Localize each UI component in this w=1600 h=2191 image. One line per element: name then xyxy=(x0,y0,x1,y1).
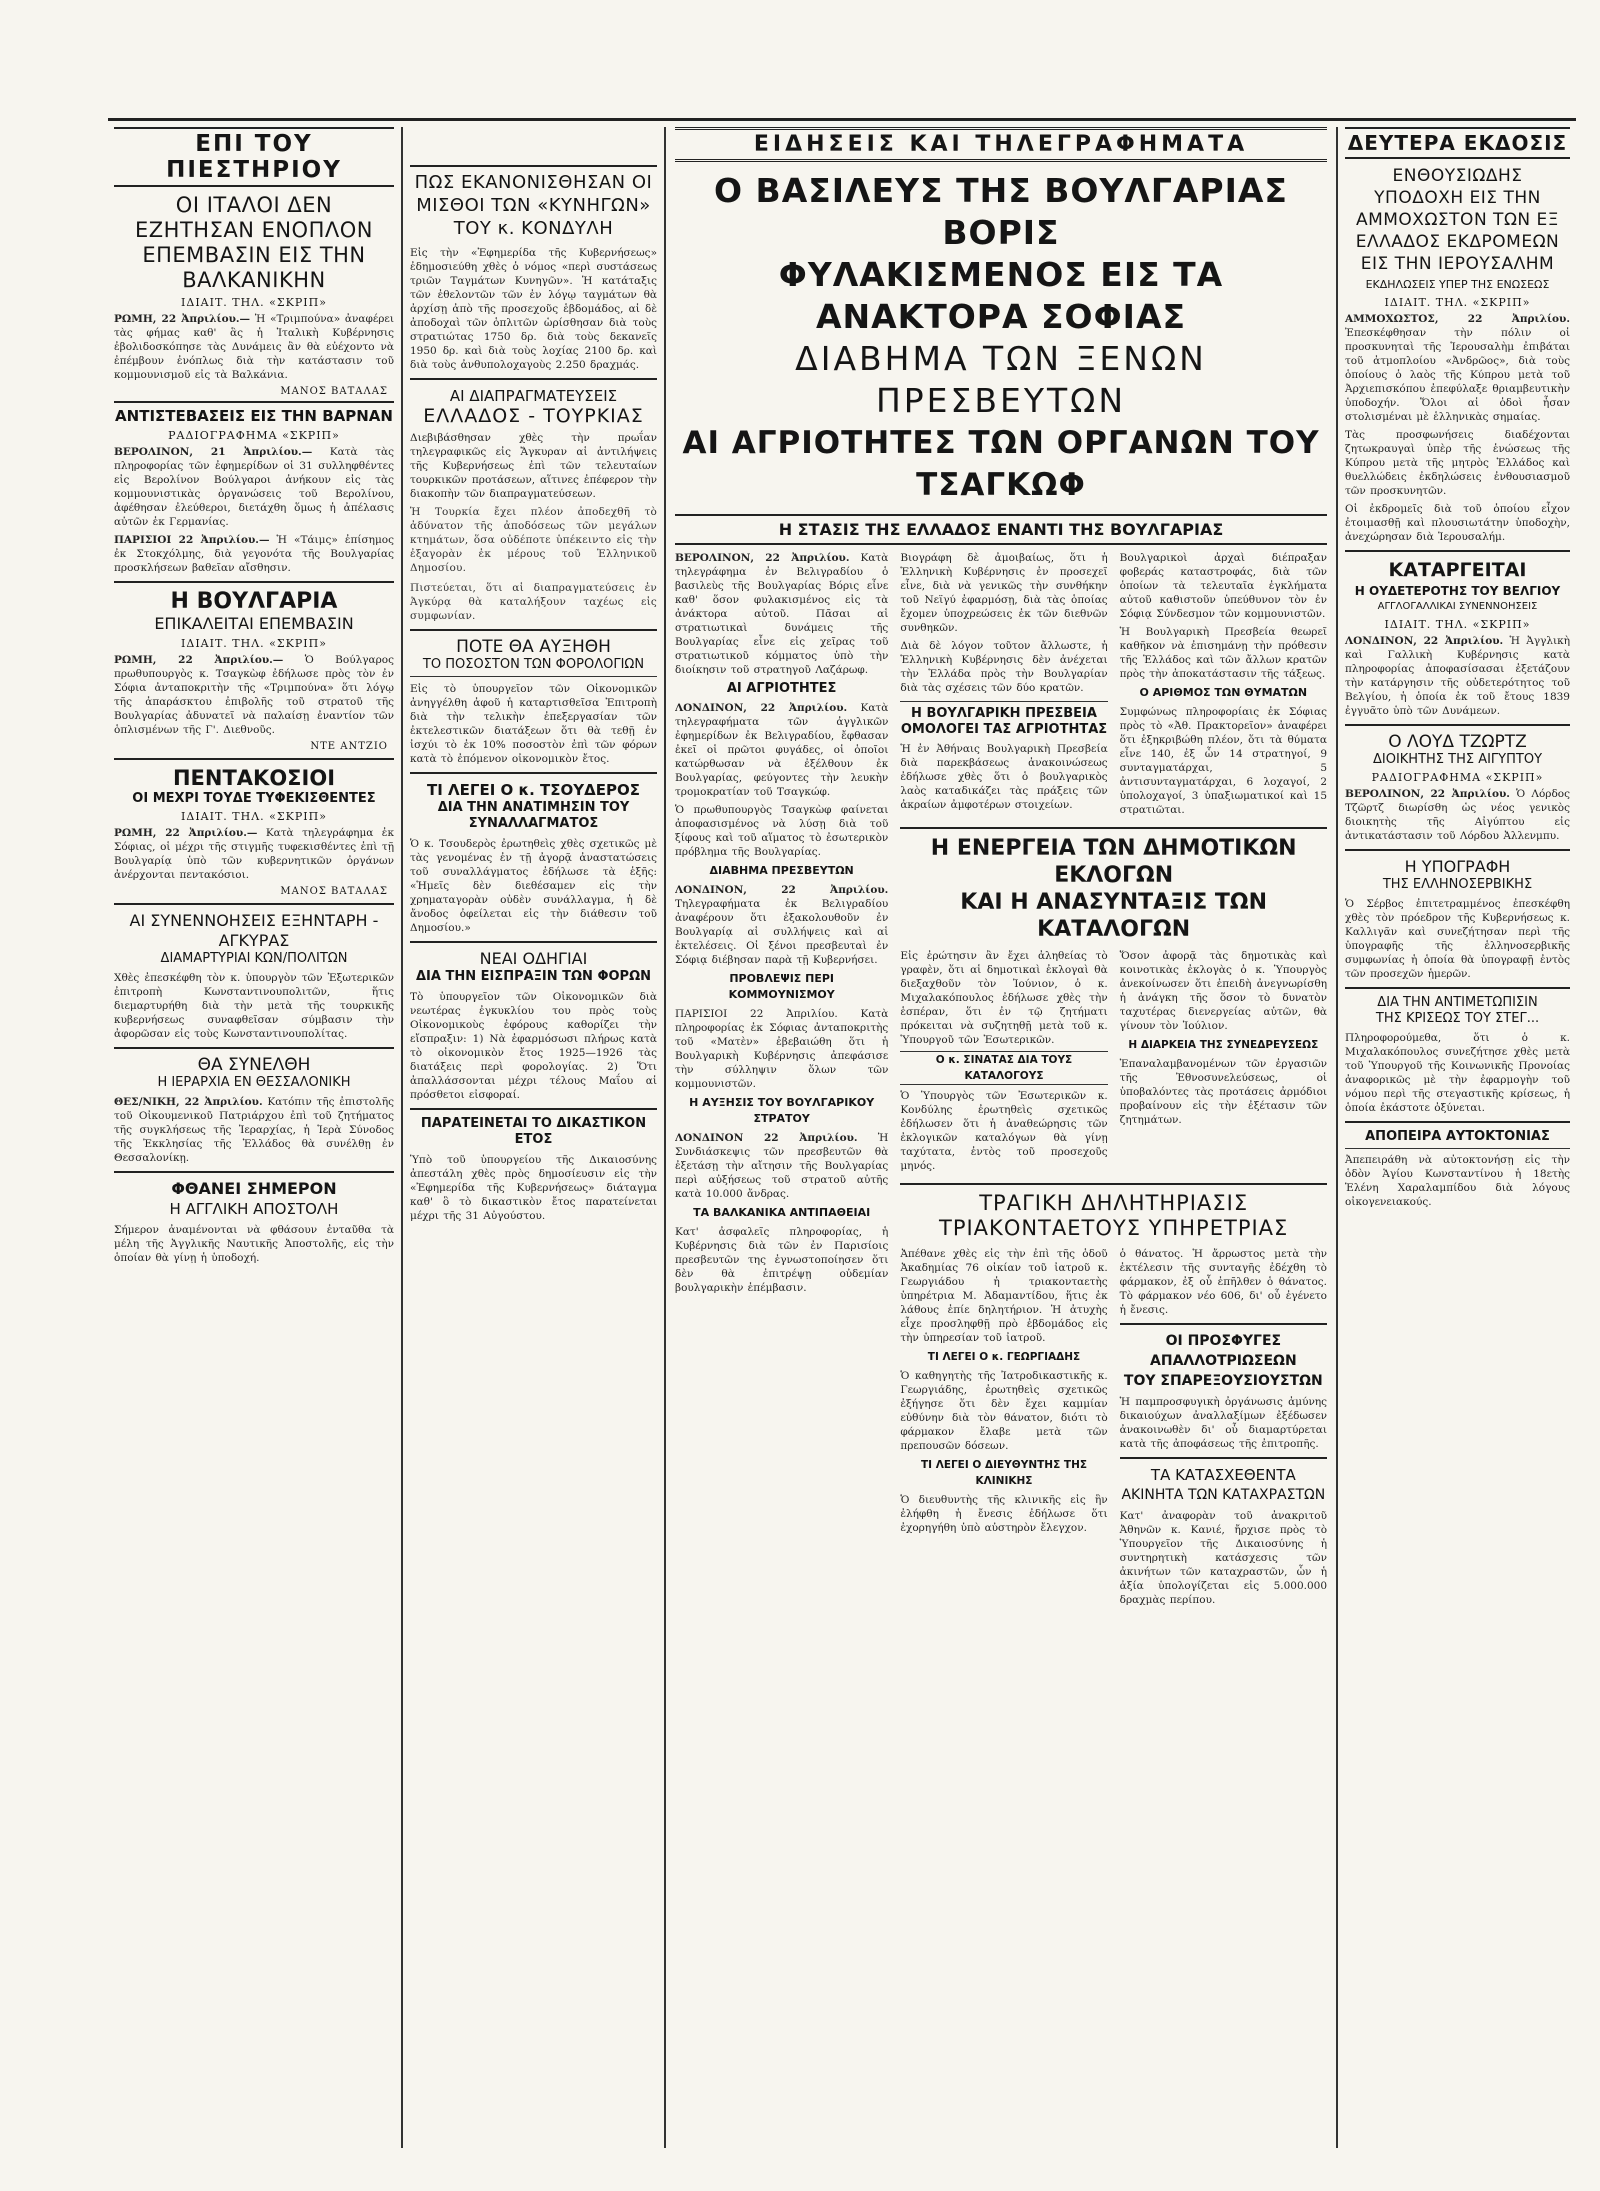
divider xyxy=(1345,724,1570,726)
article-body: Οἱ ἐκδρομεῖς διὰ τοῦ ὁποίου εἶχον ἐτοιμασθῇ καὶ πλουσιωτάτην ὑποδοχὴν, ἀνεχώρησαν διὰ Ἱερουσαλήμ. xyxy=(1345,503,1570,543)
article-body: Συμφώνως πληροφορίαις ἐκ Σόφιας πρὸς τὸ «Ἀθ. Πρακτορεῖον» ἀναφέρει ὅτι ἐξηκριβώθη πλέον, ὅτι τὰ θύματα εἶνε 140, ἐξ ὧν 14 στρατηγοί, 9 συνταγματάρχαι, 5 ἀντισυνταγματάρχαι, 6 λοχαγοί, 2 ὑπολοχαγοί, 3 ὑπαξιωματικοί καὶ 15 στρατιῶται. xyxy=(1119,706,1327,816)
article-columns xyxy=(900,1247,1327,1611)
article-column xyxy=(900,1247,1107,1611)
headline: Η ΥΠΟΓΡΑΦΗ xyxy=(1404,857,1511,876)
body-text: Τηλεγραφήματα ἐκ Βελιγραδίου ἀναφέρουν ὅτι ἐξακολουθοῦν ἐν Βουλγαρίᾳ αἱ συλλήψεις καὶ αἱ ἐκτελέσεις. Οἱ ξένοι πρεσβευταὶ ἐν Σόφιᾳ διέβησαν παρὰ τῇ Κυβερνήσει. xyxy=(675,898,889,966)
article xyxy=(114,911,394,1041)
article xyxy=(1345,165,1570,544)
headline: ΟΙ ΠΡΟΣΦΥΓΕΣ ΑΠΑΛΛΟΤΡΙΩΣΕΩΝ xyxy=(1150,1333,1297,1369)
article xyxy=(1345,1129,1570,1209)
article-body: Ὁ καθηγητὴς τῆς Ἰατροδικαστικῆς κ. Γεωργιάδης, ἐρωτηθεὶς σχετικῶς ἐξήγησε ὅτι δὲν ἔχει καμμίαν εὐθύνην διὰ τὸν θάνατον, διότι τὸ φάρμακον ἔλαβε μετὰ τῶν πρεπουσῶν δόσεων. xyxy=(900,1370,1108,1452)
lead: ΒΕΡΟΛΙΝΟΝ, 21 Ἀπριλίου.— xyxy=(114,446,313,458)
main-headline: Ο ΒΑΣΙΛΕΥΣ ΤΗΣ ΒΟΥΛΓΑΡΙΑΣ ΒΟΡΙΣ xyxy=(714,171,1288,252)
subheadline: ΟΜΟΛΟΓΕΙ ΤΑΣ ΑΓΡΙΟΤΗΤΑΣ xyxy=(900,722,1108,737)
article-body: Ἐπαναλαμβανομένων τῶν ἐργασιῶν τῆς Ἐθνοσυνελεύσεως, οἱ ὑποβαλόντες τὰς προτάσεις ἀρμόδιοι προβαίνουν εἰς τὴν ἐξέτασιν τῶν ζητημάτων. xyxy=(1119,1058,1327,1126)
article-body: Τὸ ὑπουργεῖον τῶν Οἰκονομικῶν διὰ νεωτέρας ἐγκυκλίου του πρὸς τοὺς Οἰκονομικοὺς ἐφόρους καθορίζει τὴν εἴσπραξιν: 1) Νὰ ἐφαρμόσωσι πλήρως κατὰ τὸ οἰκονομικὸν ἔτος 1925—1926 τὰς διατάξεις περὶ φορολογίας. 2) Ὅτι ἀπαλλάσσονται μέχρι τέλους Μαΐου αἱ πρόσθετοι εἰσφοραί. xyxy=(410,991,657,1101)
main-right-block xyxy=(900,551,1327,1611)
body-text: Κατὰ τηλεγραφήματα τῶν ἀγγλικῶν ἐφημερίδων ἐκ Βελιγραδίου, ἔφθασαν ἐκεῖ οἱ πρῶτοι φυγάδες, οἱ ὁποῖοι κατώρθωσαν νὰ ἐξέλθουν ἐκ Βουλγαρίας, φεύγοντες τὴν λευκὴν τρομοκρατίαν τοῦ Τσαγκώφ. xyxy=(675,702,889,798)
subheadline: Η ΑΓΓΛΙΚΗ ΑΠΟΣΤΟΛΗ xyxy=(169,1200,339,1218)
headline: ΑΝΤΙΣΤΕΒΑΣΕΙΣ ΕΙΣ ΤΗΝ ΒΑΡΝΑΝ xyxy=(114,401,394,426)
main-column xyxy=(1120,551,1327,821)
lead: ΒΕΡΟΛΙΝΟΝ, 22 Ἀπριλίου. xyxy=(1345,788,1510,800)
article xyxy=(114,589,394,752)
article-body xyxy=(114,653,394,737)
article-body xyxy=(675,551,888,677)
article-column xyxy=(900,949,1107,1177)
lead: ΘΕΣ/ΝΙΚΗ, 22 Ἀπριλίου. xyxy=(114,1096,263,1108)
main-column xyxy=(675,551,888,1611)
divider xyxy=(900,1183,1327,1185)
divider xyxy=(1345,1121,1570,1123)
lead: ΛΟΝΔΙΝΟΝ 22 Ἀπριλίου. xyxy=(675,1132,858,1144)
column-2 xyxy=(404,127,663,2148)
main-columns xyxy=(675,551,1327,1611)
article xyxy=(410,165,657,372)
headline: ΘΑ ΣΥΝΕΛΘΗ xyxy=(197,1055,311,1075)
article-body: Ἡ Βουλγαρικὴ Πρεσβεία θεωρεῖ καθῆκον νὰ ἐπισημάνῃ τὴν πρόθεσιν τῆς Ἑλλάδος καὶ τῶν ἄλλων κρατῶν πρὸς τὴν ἀποκατάστασιν τῆς τάξεως. xyxy=(1119,626,1327,680)
main-column xyxy=(900,551,1107,821)
subheadline: ΑΙ ΑΓΡΙΟΤΗΤΕΣ xyxy=(726,681,837,696)
banner-title: ΕΠΙ ΤΟΥ ΠΙΕΣΤΗΡΙΟΥ xyxy=(114,127,394,187)
divider xyxy=(1345,987,1570,989)
subheadline: ΤΑ ΒΑΛΚΑΝΙΚΑ ΑΝΤΙΠΑΘΕΙΑΙ xyxy=(693,1206,871,1219)
dateline: ΙΔΙΑΙΤ. ΤΗΛ. «ΣΚΡΙΠ» xyxy=(181,296,327,309)
article-body: ΠΑΡΙΣΙΟΙ 22 Ἀπριλίου. Κατὰ πληροφορίας ἐκ Σόφιας ἀνταποκριτὴς τοῦ «Ματὲν» ἐβεβαιώθη ὅτι ἡ Βουλγαρικὴ Κυβέρνησις ἀπεφάσισε τὴν σύλληψιν ὅλων τῶν κομμουνιστῶν. xyxy=(675,1008,889,1090)
subheadline: Η ΑΥΞΗΣΙΣ ΤΟΥ ΒΟΥΛΓΑΡΙΚΟΥ ΣΤΡΑΤΟΥ xyxy=(689,1096,875,1125)
subheadline: ΤΙ ΛΕΓΕΙ Ο ΔΙΕΥΘΥΝΤΗΣ ΤΗΣ ΚΛΙΝΙΚΗΣ xyxy=(920,1459,1088,1487)
article xyxy=(1345,558,1570,718)
body-text: Ὁ Λόρδος Τζῶρτζ διωρίσθη ὡς νέος γενικὸς διοικητὴς τῆς Αἰγύπτου εἰς ἀντικατάστασιν τοῦ Λόρδου Ἀλλενμπυ. xyxy=(1345,788,1570,842)
main-headline: ΑΙ ΑΓΡΙΟΤΗΤΕΣ ΤΩΝ ΟΡΓΑΝΩΝ ΤΟΥ ΤΣΑΓΚΩΦ xyxy=(682,425,1320,503)
article xyxy=(114,193,394,397)
article-body xyxy=(675,883,888,967)
headline: ΝΕΑΙ ΟΔΗΓΙΑΙ xyxy=(479,949,588,968)
body-text: Ἡ «Τριμπούνα» ἀναφέρει τὰς φήμας καθ' ἃς ἡ Ἰταλικὴ Κυβέρνησις ἐβολιδοσκόπησε τὰς Δυνάμεις ἂν θὰ εὐέχοντο νὰ ἐπέμβουν ἐνόπλως διὰ τὴν κατάστασιν τοῦ κομμουνισμοῦ εἰς τὰ Βαλκάνια. xyxy=(114,313,394,381)
body-text: Κατὰ τηλεγράφημα ἐν Βελιγραδίου ὁ βασιλεὺς τῆς Βουλγαρίας Βόρις εἶνε καθ' ὅσον φυλακισμένος εἰς τὰ ἀνάκτορα αὐτοῦ. Πᾶσαι αἱ στρατιωτικαὶ δυνάμεις τῆς Βουλγαρίας εἶνε εἰς χεῖρας τοῦ στρατιωτικοῦ κόμματος ὑπὸ τὴν διοίκησιν τοῦ στρατηγοῦ Λαζάρωφ. xyxy=(675,552,889,676)
article-body: Διεβιβάσθησαν χθὲς τὴν πρωΐαν τηλεγραφικῶς εἰς Ἄγκυραν αἱ ἀντιλήψεις τῆς Κυβερνήσεως ἐπὶ τῶν τελευταίων τουρκικῶν προτάσεων, αἵτινες ἐπέφερον τὴν διακοπὴν τῶν διαπραγματεύσεων. xyxy=(410,432,657,500)
headline: ΔΙΑ ΤΗΝ ΑΝΤΙΜΕΤΩΠΙΣΙΝ xyxy=(1377,995,1538,1010)
article-body: Ὁ Ὑπουργὸς τῶν Ἐσωτερικῶν κ. Κονδύλης ἐρωτηθεὶς σχετικῶς ἐδήλωσεν ὅτι ἡ ἀναθεώρησις τῶν ἐκλογικῶν καταλόγων θὰ γίνῃ ταχύτατα, ἐντὸς τοῦ προσεχοῦς μηνός. xyxy=(900,1090,1108,1172)
main-section xyxy=(667,127,1335,2148)
article xyxy=(410,949,657,1102)
lead: ΑΜΜΟΧΩΣΤΟΣ, 22 Ἀπριλίου. xyxy=(1345,313,1570,325)
headline: ΑΙ ΔΙΑΠΡΑΓΜΑΤΕΥΣΕΙΣ xyxy=(449,387,618,405)
article-body xyxy=(114,312,394,382)
signature: ΜΑΝΟΣ ΒΑΤΑΛΑΣ xyxy=(280,886,388,897)
subheadline: Η ΔΙΑΡΚΕΙΑ ΤΗΣ ΣΥΝΕΔΡΕΥΣΕΩΣ xyxy=(1128,1039,1319,1051)
headline: ΤΑ ΚΑΤΑΣΧΕΘΕΝΤΑ xyxy=(1150,1466,1296,1484)
article-body: Σήμερον ἀναμένονται νὰ φθάσουν ἐνταῦθα τὰ μέλη τῆς Ἀγγλικῆς Ναυτικῆς Ἀποστολῆς, εἰς τὴν ὁποίαν θὰ γίνῃ ἡ ὑποδοχή. xyxy=(114,1224,394,1264)
article-body xyxy=(1345,787,1570,843)
headline: ΦΘΑΝΕΙ ΣΗΜΕΡΟΝ xyxy=(171,1179,337,1198)
article-body: Βιογράφη δὲ ἀμοιβαίως, ὅτι ἡ Ἑλληνικὴ Κυβέρνησις ἐν προσεχεῖ εἶνε, διὰ νὰ γενικῶς τὴν συνθήκην τοῦ Νεϊγύ ἐφαρμόσῃ, διὰ τὰς ὁποίας ἔχομεν ὑποχρεώσεις ἐκ τῶν διεθνῶν συνθηκῶν. xyxy=(900,552,1108,634)
main-headline: ΦΥΛΑΚΙΣΜΕΝΟΣ ΕΙΣ ΤΑ ΑΝΑΚΤΟΡΑ ΣΟΦΙΑΣ xyxy=(778,255,1224,336)
article-body xyxy=(675,1131,888,1201)
divider xyxy=(114,1171,394,1173)
article-body: Ὑπὸ τοῦ ὑπουργείου τῆς Δικαιοσύνης ἀπεστάλη χθὲς πρὸς δημοσίευσιν εἰς τὴν «Ἐφημερίδα τῆς Κυβερνήσεως» διάταγμα καθ' ὃ τὸ δικαστικὸν ἔτος παρατείνεται μέχρι τῆς 31 Αὐγούστου. xyxy=(410,1154,657,1222)
subheadline: ΑΓΓΛΟΓΑΛΛΙΚΑΙ ΣΥΝΕΝΝΟΗΣΕΙΣ xyxy=(1377,601,1538,612)
article xyxy=(1345,732,1570,843)
subheadline: ΔΙΑ ΤΗΝ ΕΙΣΠΡΑΞΙΝ ΤΩΝ ΦΟΡΩΝ xyxy=(415,969,652,984)
body-text: Κατὰ τηλεγράφημα ἐκ Σόφιας, οἱ μέχρι τῆς στιγμῆς τυφεκισθέντες ἐπὶ τῇ Βουλγαρίᾳ ὑπὸ τῶν κυβερνητικῶν ὀργάνων ἀνέρχονται πεντακόσιοι. xyxy=(114,827,395,881)
headline: Η ΒΟΥΛΓΑΡΙΑ xyxy=(170,589,338,614)
headline: ΤΡΙΑΚΟΝΤΑΕΤΟΥΣ ΥΠΗΡΕΤΡΙΑΣ xyxy=(939,1216,1289,1240)
subheadline: ΟΙ ΜΕΧΡΙ ΤΟΥΔΕ ΤΥΦΕΚΙΣΘΕΝΤΕΣ xyxy=(132,791,376,806)
subheadline: ΔΙΟΙΚΗΤΗΣ ΤΗΣ ΑΙΓΥΠΤΟΥ xyxy=(1372,752,1543,767)
divider xyxy=(410,1108,657,1110)
column-rule xyxy=(1336,127,1338,2148)
main-subcolumns xyxy=(900,551,1327,821)
divider xyxy=(1345,849,1570,851)
newspaper-page xyxy=(108,118,1576,2148)
article xyxy=(410,386,657,623)
headline: ΑΠΟΠΕΙΡΑ ΑΥΤΟΚΤΟΝΙΑΣ xyxy=(1345,1129,1570,1149)
article-body: Χθὲς ἐπεσκέφθη τὸν κ. ὑπουργὸν τῶν Ἐξωτερικῶν ἐπιτροπὴ Κωνσταντινουπολιτῶν, ἥτις διεμαρτυρήθη διὰ τὴν μετὰ τῆς τουρκικῆς κυβερνήσεως συναφθεῖσαν σύμβασιν τὴν ἀφορῶσαν εἰς τοὺς Κωνσταντινουπολίτας. xyxy=(114,972,394,1040)
article-body: Κατ' ἀναφορὰν τοῦ ἀνακριτοῦ Ἀθηνῶν κ. Κανιέ, ἤρχισε πρὸς τὸ Ὑπουργεῖον τῆς Δικαιοσύνης ἡ συντηρητικὴ κατάσχεσις τῶν ἀκινήτων τῶν καταχραστῶν, ὧν ἡ ἀξία ὑπολογίζεται εἰς 5.000.000 δραχμὰς περίπου. xyxy=(1119,1510,1327,1606)
article xyxy=(410,637,657,766)
lead: ΛΟΝΔΙΝΟΝ, 22 Ἀπριλίου. xyxy=(675,884,889,896)
subheadline: Ο ΑΡΙΘΜΟΣ ΤΩΝ ΘΥΜΑΤΩΝ xyxy=(1139,686,1308,699)
article xyxy=(410,780,657,935)
article-body: Ἡ παμπροσφυγικὴ ὀργάνωσις ἀμύνης δικαιούχων ἀναλλαξίμων ἐξέδωσεν ἀνακοινωθὲν δι' οὗ διαμαρτύρεται κατὰ τῆς ἀποφάσεως τῆς ἐπιτροπῆς. xyxy=(1119,1396,1327,1450)
divider xyxy=(410,772,657,774)
headline: ΑΚΙΝΗΤΑ ΤΩΝ ΚΑΤΑΧΡΑΣΤΩΝ xyxy=(1121,1487,1326,1503)
dateline: ΙΔΙΑΙΤ. ΤΗΛ. «ΣΚΡΙΠ» xyxy=(181,810,327,823)
subheadline: ΠΡΟΒΛΕΨΙΣ ΠΕΡΙ ΚΟΜΜΟΥΝΙΣΜΟΥ xyxy=(728,972,835,1001)
section-banner: ΕΙΔΗΣΕΙΣ ΚΑΙ ΤΗΛΕΓΡΑΦΗΜΑΤΑ xyxy=(675,127,1327,162)
headline: Η ΕΝΕΡΓΕΙΑ ΤΩΝ ΔΗΜΟΤΙΚΩΝ ΕΚΛΟΓΩΝ xyxy=(930,836,1297,888)
body-text: Ὁ Βούλγαρος πρωθυπουργὸς κ. Τσαγκὼφ ἐδήλωσε πρὸς τὸν ἐν Σόφια ἀνταποκριτὴν τῆς «Τριμπούνα» ὅτι λόγῳ τῆς ἀπαράσκτου ἐπιβολῆς τοῦ στρατοῦ τῆς Βουλγαρίας ἀδυνατεῖ νὰ παλαίσῃ ἐναντίον τῶν ὁπλισμένων τῆς Γ'. Διεθνοῦς. xyxy=(114,654,394,736)
column-1 xyxy=(108,127,400,2148)
headline: ΠΟΤΕ ΘΑ ΑΥΞΗΘΗ xyxy=(456,637,611,657)
dateline: ΙΔΙΑΙΤ. ΤΗΛ. «ΣΚΡΙΠ» xyxy=(181,637,327,650)
article-body: ὁ θάνατος. Ἡ ἄρρωστος μετὰ τὴν ἐκτέλεσιν τῆς συνταγῆς ἐδέχθη τὸ φάρμακον, ἐξ οὗ ἐπῆλθεν ὁ θάνατος. Τὸ φάρμακον νέο 606, δι' οὗ ἐγένετο ἡ ἔνεσις. xyxy=(1119,1248,1327,1316)
column-4 xyxy=(1339,127,1576,2148)
article xyxy=(114,401,394,575)
article-body: Πληροφορούμεθα, ὅτι ὁ κ. Μιχαλακόπουλος συνεζήτησε χθὲς μετὰ τοῦ Ὑπουργοῦ τῆς Κοινωνικῆς Προνοίας ἀναφορικῶς μὲ τὴν ἐφαρμογὴν τοῦ νόμου περὶ τῆς στεγαστικῆς κρίσεως, ἡ ὁποία ἐκάστοτε ὀξύνεται. xyxy=(1345,1032,1570,1114)
divider xyxy=(114,581,394,583)
subheadline: ΤΙ ΛΕΓΕΙ Ο κ. ΓΕΩΡΓΙΑΔΗΣ xyxy=(927,1351,1081,1363)
lead: ΠΑΡΙΣΙΟΙ 22 Ἀπριλίου.— xyxy=(114,534,270,546)
subheadline: ΤΗΣ ΚΡΙΣΕΩΣ ΤΟΥ ΣΤΕΓ... xyxy=(1375,1011,1540,1026)
lead: ΡΩΜΗ, 22 Ἀπριλίου.— xyxy=(114,654,284,666)
subheadline: ΔΙΑΜΑΡΤΥΡΙΑΙ ΚΩΝ/ΠΟΛΙΤΩΝ xyxy=(160,951,348,966)
article-body: Εἰς τὸ ὑπουργεῖον τῶν Οἰκονομικῶν ἀνηγγέλθη ἀφοῦ ἡ καταρτισθεῖσα Ἐπιτροπὴ διὰ τὴν τελικὴν ἐπεξεργασίαν τῶν ἐκτελεστικῶν διατάξεων ὅτι θὰ τεθῇ ἐν ἰσχύι τὸ ἐκ 10% ποσοστὸν ἐπὶ τῶν φόρων κατὰ τὸ ἐπόμενον οἰκονομικὸν ἔτος. xyxy=(410,683,657,765)
lead: ΡΩΜΗ, 22 Ἀπριλίου.— xyxy=(114,313,251,325)
divider xyxy=(410,629,657,631)
body-text: Ἐπεσκέφθησαν τὴν πόλιν οἱ προσκυνηταὶ τῆς Ἱερουσαλὴμ ἐπιβάται τοῦ ἀτμοπλοίου «Ἀνδρῶος», διὰ τοὺς ὁποίους ὁ λαὸς τῆς Κύπρου μετὰ τοῦ Ἀρχιεπισκόπου ἐπεφύλαξε θριαμβευτικὴν ὑποδοχήν. Ὅλοι αἱ ὁδοὶ ἦσαν στολισμέναι μὲ ἑλληνικὰς σημαίας. xyxy=(1345,327,1570,423)
article-body: Κατ' ἀσφαλεῖς πληροφορίας, ἡ Κυβέρνησις διὰ τῶν ἐν Παρισίοις πρεσβευτῶν της ἐγνωστοποίησεν ὅτι δὲν θὰ ἐπιτρέψῃ οὐδεμίαν βουλγαρικὴν ἐπέμβασιν. xyxy=(675,1226,889,1294)
article-body xyxy=(675,701,888,799)
article-body: Ἀπεπειράθη νὰ αὐτοκτονήσῃ εἰς τὴν ὁδὸν Ἁγίου Κωνσταντίνου ἡ 18ετὴς Ἑλένη Χαραλαμπίδου διὰ λόγους οἰκογενειακούς. xyxy=(1345,1154,1570,1208)
body-text: Ἡ «Τάιμς» ἐπίσημος ἐκ Στοκχόλμης, διὰ γεγονότα τῆς Βουλγαρίας προσκλήσεων βαθεῖαν αἴσθησιν. xyxy=(114,534,394,574)
subheadline: ΕΚΔΗΛΩΣΕΙΣ ΥΠΕΡ ΤΗΣ ΕΝΩΣΕΩΣ xyxy=(1365,278,1550,291)
article xyxy=(900,835,1327,1177)
headline: ΚΑΤΑΡΓΕΙΤΑΙ xyxy=(1388,559,1527,581)
lead: ΒΕΡΟΛΙΝΟΝ, 22 Ἀπριλίου. xyxy=(675,552,850,564)
lead: ΡΩΜΗ, 22 Ἀπριλίου.— xyxy=(114,827,258,839)
divider xyxy=(1120,1457,1327,1459)
article-body: Βουλγαρικοὶ ἀρχαὶ διέπραξαν φοβεράς καταστροφάς, διὰ τῶν ὁποίων τὰ τελευταῖα ἐγκλήματα αὐτοῦ καθιστοῦν ὑπεύθυνον τὸν ἐν Σόφιᾳ Σύνδεσμον τῶν κομμουνιστῶν. xyxy=(1119,552,1327,620)
article xyxy=(1345,995,1570,1115)
article-body xyxy=(1345,312,1570,424)
article-body: Ὁ Σέρβος ἐπιτετραμμένος ἐπεσκέφθη χθὲς τὸν πρόεδρον τῆς Κυβερνήσεως κ. Καλλιγᾶν καὶ συνεζήτησαν περὶ τῆς ὑπογραφῆς τῆς ἑλληνοσερβικῆς συμφωνίας ἡ ὁποία θὰ ὑπογραφῇ ἐντὸς τῶν προσεχῶν ἡμερῶν. xyxy=(1345,898,1570,980)
subheadline: ΕΛΛΑΔΟΣ - ΤΟΥΡΚΙΑΣ xyxy=(423,405,644,427)
article xyxy=(114,766,394,897)
article-body xyxy=(1345,634,1570,718)
article xyxy=(114,1055,394,1165)
signature: ΝΤΕ ΑΝΤΖΙΟ xyxy=(310,741,388,752)
lead: ΛΟΝΔΙΝΟΝ, 22 Ἀπριλίου. xyxy=(675,702,848,714)
subheadline: ΔΙΑΒΗΜΑ ΠΡΕΣΒΕΥΤΩΝ xyxy=(709,864,854,877)
banner-title: ΔΕΥΤΕΡΑ ΕΚΔΟΣΙΣ xyxy=(1345,127,1570,159)
body-text: Κατόπιν τῆς ἐπιστολῆς τοῦ Οἰκουμενικοῦ Πατριάρχου ἐπὶ τοῦ ζητήματος τῆς συγκλήσεως τῆς Ἱεραρχίας, ἡ Ἱερὰ Σύνοδος τῆς Ἐκκλησίας τῆς Ἑλλάδος θὰ συνέλθῃ ἐν Θεσσαλονίκῃ. xyxy=(114,1096,395,1164)
article-body: Διὰ δὲ λόγον τοῦτον ἄλλωστε, ἡ Ἑλληνικὴ Κυβέρνησις δὲν ἀνέχεται τὴν Ἑλλάδα πρὸς τὴν Βουλγαρίαν διὰ τὰς σχέσεις τῶν δύο κρατῶν. xyxy=(900,640,1108,694)
headline: ΠΕΝΤΑΚΟΣΙΟΙ xyxy=(172,766,336,790)
subheadline: Ο κ. ΣΙΝΑΤΑΣ ΔΙΑ ΤΟΥΣ ΚΑΤΑΛΟΓΟΥΣ xyxy=(900,1051,1107,1085)
main-headline: ΔΙΑΒΗΜΑ ΤΩΝ ΞΕΝΩΝ ΠΡΕΣΒΕΥΤΩΝ xyxy=(795,339,1207,420)
headline: ΕΝΘΟΥΣΙΩΔΗΣ ΥΠΟΔΟΧΗ ΕΙΣ ΤΗΝ ΑΜΜΟΧΩΣΤΟΝ ΤΩΝ ΕΞ ΕΛΛΑΔΟΣ ΕΚΔΡΟΜΕΩΝ ΕΙΣ ΤΗΝ ΙΕΡΟΥΣΑΛΗΜ xyxy=(1355,166,1560,274)
subheadline: ΕΠΙΚΑΛΕΙΤΑΙ ΕΠΕΜΒΑΣΙΝ xyxy=(154,614,354,633)
subheadline: ΤΗΣ ΕΛΛΗΝΟΣΕΡΒΙΚΗΣ xyxy=(1382,877,1533,892)
article-body xyxy=(114,826,394,882)
body-text: Ἡ Συνδιάσκεψις τῶν πρεσβευτῶν θὰ ἐξετάσῃ τὴν αἴτησιν τῆς Βουλγαρίας περὶ αὐξήσεως τοῦ στρατοῦ αὐτῆς κατὰ 10.000 ἄνδρας. xyxy=(675,1132,889,1200)
article-body: Ἡ Τουρκία ἔχει πλέον ἀποδεχθῆ τὸ ἀδύνατον τῆς ἀποδόσεως τῶν μεγάλων κτημάτων, ὅσα οὐδέποτε ὑπέκειντο εἰς τὴν ἐξαγορὰν ἐκ μέρους τοῦ Ἑλληνικοῦ Δημοσίου. xyxy=(410,506,657,574)
spacer xyxy=(410,127,657,165)
article-column xyxy=(1120,949,1327,1177)
article-body: Ὁ διευθυντὴς τῆς κλινικῆς εἰς ἣν ἐλήφθη ἡ ἔνεσις ἐδήλωσε ὅτι ἐχορηγήθη ὑπὸ αὐστηρὸν ἔλεγχον. xyxy=(900,1494,1108,1534)
article xyxy=(1345,857,1570,981)
dateline: ΡΑΔΙΟΓΡΑΦΗΜΑ «ΣΚΡΙΠ» xyxy=(168,429,340,442)
divider xyxy=(900,827,1327,829)
divider xyxy=(114,903,394,905)
article xyxy=(900,1191,1327,1611)
dateline: ΙΔΙΑΙΤ. ΤΗΛ. «ΣΚΡΙΠ» xyxy=(1384,296,1531,309)
section-subheadline: Η ΣΤΑΣΙΣ ΤΗΣ ΕΛΛΑΔΟΣ ΕΝΑΝΤΙ ΤΗΣ ΒΟΥΛΓΑΡΙΑΣ xyxy=(675,514,1327,545)
subheadline: ΤΟ ΠΟΣΟΣΤΟΝ ΤΩΝ ΦΟΡΟΛΟΓΙΩΝ xyxy=(410,657,657,677)
article-columns xyxy=(900,949,1327,1177)
article xyxy=(410,1116,657,1223)
body-text: Κατὰ τὰς πληροφορίας τῶν ἐφημερίδων οἱ 31 συλληφθέντες εἰς Βερολίνον Βούλγαροι ἀνήκουν εἰς τὰς κομμουνιστικὰς ὀργανώσεις τοῦ Βερολίνου, ἀφέθησαν ἐλεύθεροι, διετάχθη ὅμως ἡ ἀπέλασις αὐτῶν ἐκ Γερμανίας. xyxy=(114,446,395,528)
article-body: Εἰς τὴν «Ἐφημερίδα τῆς Κυβερνήσεως» ἐδημοσιεύθη χθὲς ὁ νόμος «περὶ συστάσεως τριῶν Ταγμάτων Κυνηγῶν». Ἡ κατάταξις τῶν ἐθελοντῶν τῶν ἐν λόγῳ ταγμάτων θὰ ἀρχίσῃ ἀπὸ τῆς προσεχοῦς ἑβδομάδος, αἱ δὲ ἀποδοχαὶ τῶν ὁπλιτῶν ὡρίσθησαν διὰ τοὺς στρατιώτας 1750 δρ. διὰ τοὺς δεκανεῖς 1950 δρ. καὶ διὰ τοὺς λοχίας 2100 δρ. καὶ διὰ τοὺς ἀνθυπολοχαγοὺς 2.250 δραχμάς. xyxy=(410,247,657,371)
signature: ΜΑΝΟΣ ΒΑΤΑΛΑΣ xyxy=(280,386,388,397)
article-body xyxy=(114,445,394,529)
dateline: ΡΑΔΙΟΓΡΑΦΗΜΑ «ΣΚΡΙΠ» xyxy=(1371,771,1544,784)
lead: ΛΟΝΔΙΝΟΝ, 22 Ἀπριλίου. xyxy=(1345,635,1504,647)
column-rule xyxy=(664,127,666,2148)
article-body: Ὁ κ. Τσουδερὸς ἐρωτηθεὶς χθὲς σχετικῶς μὲ τὰς γενομένας ἐν τῇ ἀγορᾷ ἀναστατώσεις τοῦ συναλλάγματος ἐδήλωσε τὰ ἑξῆς: «Ἡμεῖς δὲν διεθέσαμεν εἰς τὴν χρηματαγορὰν οὐδὲν συνάλλαγμα, ἡ δὲ ἄνοδος ὀφείλεται εἰς τὴν διάθεσιν τοῦ Δημοσίου.» xyxy=(410,838,657,934)
subheadline: Η ΙΕΡΑΡΧΙΑ ΕΝ ΘΕΣΣΑΛΟΝΙΚΗ xyxy=(157,1075,351,1090)
subheadline: Η ΒΟΥΛΓΑΡΙΚΗ ΠΡΕΣΒΕΙΑ xyxy=(900,701,1107,722)
headline: Ο ΛΟΥΔ ΤΖΩΡΤΖ xyxy=(1388,732,1527,752)
article-body: Ὁ πρωθυπουργὸς Τσαγκὼφ φαίνεται ἀποφασισμένος νὰ λύσῃ διὰ τοῦ ξίφους καὶ τοῦ αἵματος τὸ ἐσωτερικὸν πρόβλημα τῆς Βουλγαρίας. xyxy=(675,804,889,858)
divider xyxy=(410,941,657,943)
article-column xyxy=(1120,1247,1327,1611)
article-body: Τὰς προσφωνήσεις διαδέχονται ζητωκραυγαὶ ὑπὲρ τῆς ἑνώσεως τῆς Κύπρου μετὰ τῆς μητρὸς Ἑλλάδος καὶ θυελλώδεις ἐκδηλώσεις ἐνθουσιασμοῦ τῶν προσκυνητῶν. xyxy=(1345,429,1570,497)
divider xyxy=(114,758,394,760)
divider xyxy=(1345,550,1570,552)
body-text: Ἡ Ἀγγλικὴ καὶ Γαλλικὴ Κυβέρνησις κατὰ πληροφορίας ἀποφασίσασαι ἐξετάζουν τὴν κατάργησιν τῆς οὐδετερότητος τοῦ Βελγίου, ἡ ὁποία ἐκ τοῦ ἔτους 1839 ἐγγυᾶτο ὑπὸ τῶν Δυνάμεων. xyxy=(1345,635,1571,717)
headline: ΠΑΡΑΤΕΙΝΕΤΑΙ ΤΟ ΔΙΚΑΣΤΙΚΟΝ ΕΤΟΣ xyxy=(420,1116,647,1147)
article-body xyxy=(114,1095,394,1165)
headline: ΑΙ ΣΥΝΕΝΝΟΗΣΕΙΣ ΕΞΗΝΤΑΡΗ - ΑΓΚΥΡΑΣ xyxy=(129,911,379,950)
headline: ΤΟΥ ΣΠΑΡΕΞΟΥΣΙΟΥΣΤΩΝ xyxy=(1123,1373,1323,1389)
article-body: Ἀπέθανε χθὲς εἰς τὴν ἐπὶ τῆς ὁδοῦ Ἀκαδημίας 76 οἰκίαν τοῦ ἰατροῦ κ. Γεωργιάδου ἡ τριακονταετὴς ὑπηρέτρια Μ. Ἀδαμαντίδου, ἥτις ἐκ λάθους ἐπίε δηλητήριον. Ἡ ἀτυχὴς εἶχε προσληφθῇ πρὸ ἑβδομάδος εἰς τὴν ὑπηρεσίαν τοῦ ἰατροῦ. xyxy=(900,1248,1108,1344)
headline: ΤΡΑΓΙΚΗ ΔΗΛΗΤΗΡΙΑΣΙΣ xyxy=(979,1191,1249,1215)
column-rule xyxy=(401,127,403,2148)
article-body: Ὅσον ἀφορᾷ τὰς δημοτικὰς καὶ κοινοτικὰς ἐκλογὰς ὁ κ. Ὑπουργὸς ἀνεκοίνωσεν ὅτι ἐπειδὴ ἀνεγνωρίσθη ἡ ἀνάγκη τῆς ὅσον τὸ δυνατὸν ταχυτέρας διενεργείας αὐτῶν, θὰ γίνουν τὸν Ἰούλιον. xyxy=(1119,950,1327,1032)
article xyxy=(114,1179,394,1265)
headline: ΟΙ ΙΤΑΛΟΙ ΔΕΝ ΕΖΗΤΗΣΑΝ ΕΝΟΠΛΟΝ ΕΠΕΜΒΑΣΙΝ ΕΙΣ ΤΗΝ ΒΑΛΚΑΝΙΚΗΝ xyxy=(135,193,373,292)
subheadline: Η ΟΥΔΕΤΕΡΟΤΗΣ ΤΟΥ ΒΕΛΓΙΟΥ xyxy=(1354,584,1561,598)
subheadline: ΔΙΑ ΤΗΝ ΑΝΑΤΙΜΗΣΙΝ ΤΟΥ ΣΥΝΑΛΛΑΓΜΑΤΟΣ xyxy=(437,800,630,831)
divider xyxy=(1120,1323,1327,1325)
divider xyxy=(410,378,657,380)
dateline: ΙΔΙΑΙΤ. ΤΗΛ. «ΣΚΡΙΠ» xyxy=(1384,618,1531,631)
divider xyxy=(114,1047,394,1049)
headline: ΤΙ ΛΕΓΕΙ Ο κ. ΤΣΟΥΔΕΡΟΣ xyxy=(427,781,640,799)
article-body: Ἡ ἐν Ἀθήναις Βουλγαρικὴ Πρεσβεία διὰ παρεκβάσεως ἀνακοινώσεως ἐδήλωσε χθὲς ὅτι ὁ βουλγαρικὸς λαὸς καταδικάζει τὰς πράξεις τῶν ἀκραίων ἀμφοτέρων στοιχείων. xyxy=(900,743,1108,811)
article-body: Πιστεύεται, ὅτι αἱ διαπραγματεύσεις ἐν Ἀγκύρᾳ θὰ καταλήξουν ταχέως εἰς συμφωνίαν. xyxy=(410,582,657,622)
article-body: Εἰς ἐρώτησιν ἂν ἔχει ἀληθείας τὸ γραφὲν, ὅτι αἱ δημοτικαὶ ἐκλογαὶ θὰ διεξαχθοῦν τὸν Ἰούνιον, ὁ κ. Μιχαλακόπουλος ἐδήλωσε χθὲς τὴν ἑσπέραν, ὅτι ἐν τῷ ζητήματι πρόκειται νὰ συζητηθῇ μετὰ τοῦ κ. Ὑπουργοῦ τῶν Ἐσωτερικῶν. xyxy=(900,950,1108,1046)
article-body xyxy=(114,533,394,575)
headline: ΚΑΙ Η ΑΝΑΣΥΝΤΑΞΙΣ ΤΩΝ ΚΑΤΑΛΟΓΩΝ xyxy=(960,890,1268,942)
headline: ΠΩΣ ΕΚΑΝΟΝΙΣΘΗΣΑΝ ΟΙ ΜΙΣΘΟΙ ΤΩΝ «ΚΥΝΗΓΩΝ» ΤΟΥ κ. ΚΟΝΔΥΛΗ xyxy=(410,165,657,240)
